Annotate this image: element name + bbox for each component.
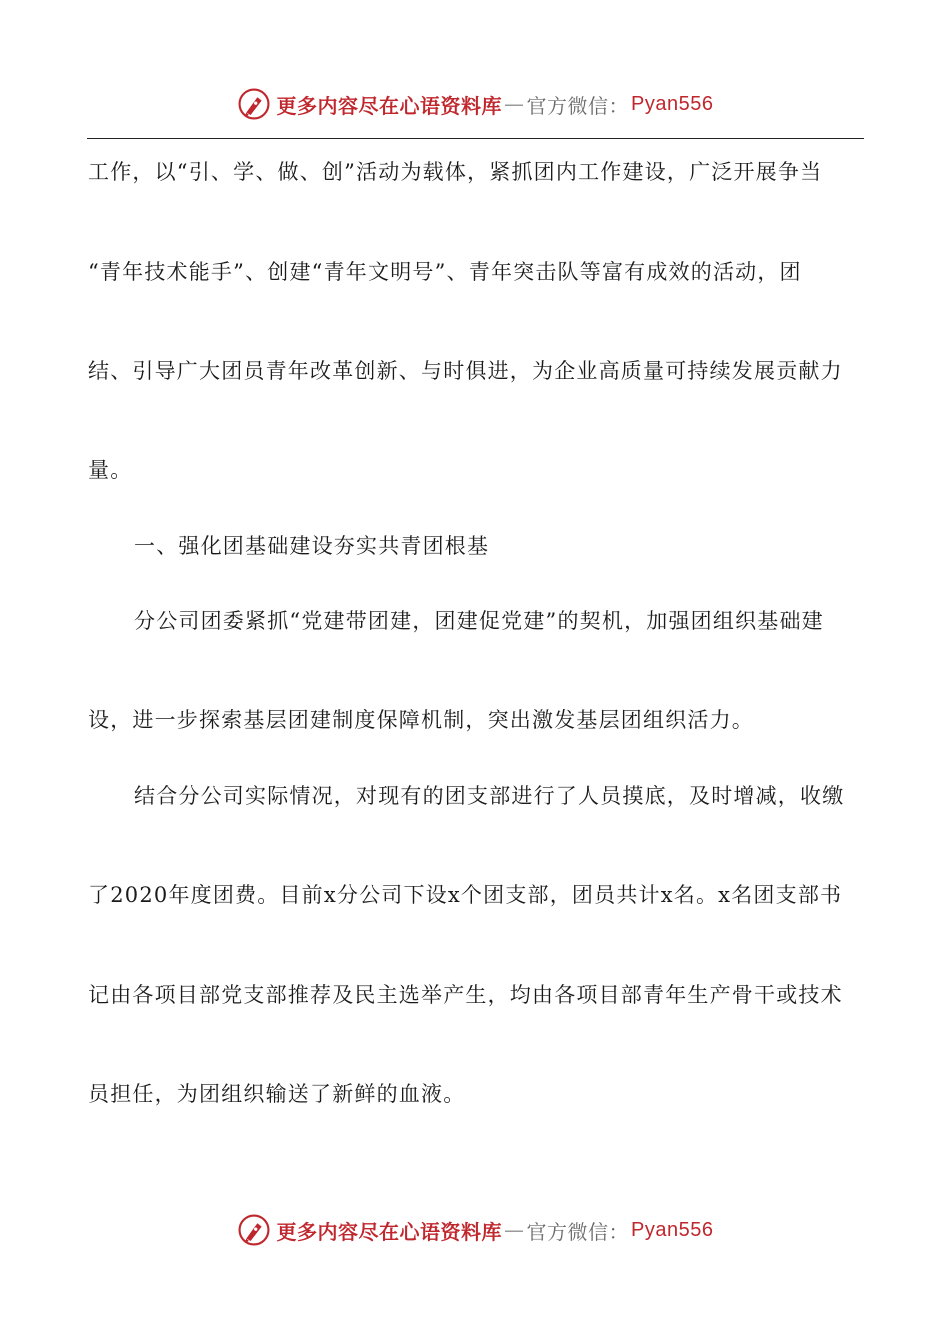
- pen-nib-icon: [237, 87, 271, 121]
- body-line: 记由各项目部党支部推荐及民主选举产生，均由各项目部青年生产骨干或技术: [88, 983, 843, 1007]
- body-line: 结、引导广大团员青年改革创新、与时俱进，为企业高质量可持续发展贡献力: [88, 359, 843, 383]
- banner-text: [277, 1216, 714, 1245]
- footer-banner: [0, 1208, 950, 1252]
- banner-text: [277, 90, 714, 119]
- body-line: 分公司团委紧抓“党建带团建，团建促党建”的契机，加强团组织基础建: [134, 609, 824, 633]
- body-line: 了2020年度团费。目前x分公司下设x个团支部，团员共计x名。x名团支部书: [88, 883, 843, 907]
- banner-dash: —: [504, 1218, 525, 1242]
- banner-brand: 更多内容尽在心语资料库: [276, 1219, 503, 1244]
- header-banner: [0, 82, 950, 126]
- banner-official-label: 官方微信：: [526, 1219, 630, 1244]
- banner-dash: —: [504, 92, 525, 116]
- body-line: 结合分公司实际情况，对现有的团支部进行了人员摸底，及时增减，收缴: [134, 784, 845, 808]
- pen-nib-icon: [237, 1213, 271, 1247]
- banner-official-label: 官方微信：: [526, 93, 630, 118]
- body-line: 量。: [88, 458, 133, 482]
- body-line: “青年技术能手”、创建“青年文明号”、青年突击队等富有成效的活动，团: [88, 260, 802, 284]
- section-heading: 一、强化团基础建设夯实共青团根基: [134, 534, 490, 558]
- banner-wechat-id: Pyan556: [631, 92, 714, 115]
- banner-brand: 更多内容尽在心语资料库: [276, 93, 503, 118]
- header-divider: [87, 138, 864, 139]
- body-line: 设，进一步探索基层团建制度保障机制，突出激发基层团组织活力。: [88, 708, 754, 732]
- body-line: 员担任，为团组织输送了新鲜的血液。: [88, 1082, 466, 1106]
- body-line: 工作，以“引、学、做、创”活动为载体，紧抓团内工作建设，广泛开展争当: [88, 160, 823, 184]
- banner-wechat-id: Pyan556: [631, 1218, 714, 1241]
